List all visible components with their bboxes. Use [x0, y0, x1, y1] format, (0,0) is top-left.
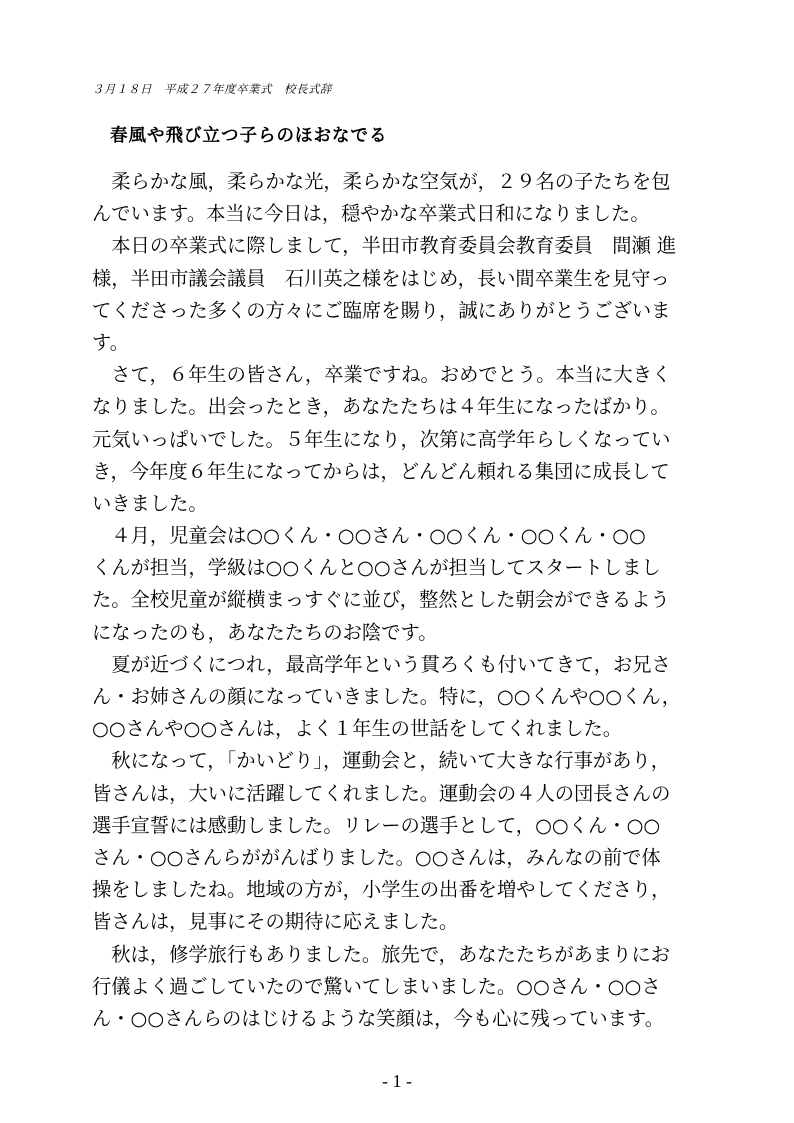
body-line: 行儀よく過ごしていたので驚いてしまいました。○○さん・○○さ: [92, 974, 661, 998]
body-line: てくださった多くの方々にご臨席を賜り，誠にありがとうございま: [92, 298, 671, 322]
body-line: 秋は，修学旅行もありました。旅先で，あなたたちがあまりにお: [92, 942, 671, 966]
body-line: さん・○○さんらががんばりました。○○さんは，みんなの前で体: [92, 845, 661, 869]
body-line: なりました。出会ったとき，あなたたちは４年生になったばかり。: [92, 395, 670, 419]
body-line: ん・○○さんらのはじけるような笑顔は，今も心に残っています。: [92, 1006, 664, 1030]
document-header: ３月１８日 平成２７年度卒業式 校長式辞: [92, 82, 332, 96]
page-number: - 1 -: [382, 1071, 412, 1091]
body-line: さて，６年生の皆さん，卒業ですね。おめでとう。本当に大きく: [92, 363, 672, 387]
body-line: 柔らかな風，柔らかな光，柔らかな空気が，２９名の子たちを包: [92, 170, 671, 193]
body-line: 様，半田市議会議員 石川英之様をはじめ，長い間卒業生を見守っ: [92, 266, 670, 290]
body-line: 元気いっぱいでした。５年生になり，次第に高学年らしくなってい: [92, 427, 671, 451]
body-line: いきました。: [92, 491, 208, 515]
body-line: ん・お姉さんの顔になっていきました。特に，○○くんや○○くん，: [92, 685, 682, 708]
body-line: 操をしましたね。地域の方が，小学生の出番を増やしてくださり，: [92, 878, 671, 902]
body-line: 秋になって，「かいどり」，運動会と，続いて大きな行事があり，: [92, 749, 671, 773]
body-line: んでいます。本当に今日は，穏やかな卒業式日和になりました。: [92, 202, 650, 226]
body-line: ○○さんや○○さんは，よく１年生の世話をしてくれました。: [92, 717, 623, 741]
body-line: 皆さんは，大いに活躍してくれました。運動会の４人の団長さんの: [92, 781, 671, 805]
body-line: た。全校児童が縦横まっすぐに並び，整然とした朝会ができるよう: [92, 588, 670, 612]
haiku-title: 春風や飛び立つ子らのほおなでる: [110, 126, 388, 146]
body-line: す。: [92, 330, 130, 354]
speech-body: [92, 166, 710, 1035]
body-line: くんが担当，学級は○○くんと○○さんが担当してスタートしまし: [92, 556, 661, 580]
body-line: 皆さんは，見事にその期待に応えました。: [92, 910, 459, 934]
body-line: 夏が近づくにつれ，最高学年という貫ろくも付いてきて，お兄さ: [92, 652, 671, 676]
body-line: ４月，児童会は○○くん・○○さん・○○くん・○○くん・○○: [92, 524, 646, 548]
body-line: 本日の卒業式に際しまして，半田市教育委員会教育委員 間瀬 進: [92, 234, 677, 258]
body-line: 選手宣誓には感動しました。リレーの選手として，○○くん・○○: [92, 813, 661, 837]
body-line: になったのも，あなたたちのお陰です。: [92, 620, 438, 644]
body-line: き，今年度６年生になってからは，どんどん頼れる集団に成長して: [92, 459, 670, 483]
